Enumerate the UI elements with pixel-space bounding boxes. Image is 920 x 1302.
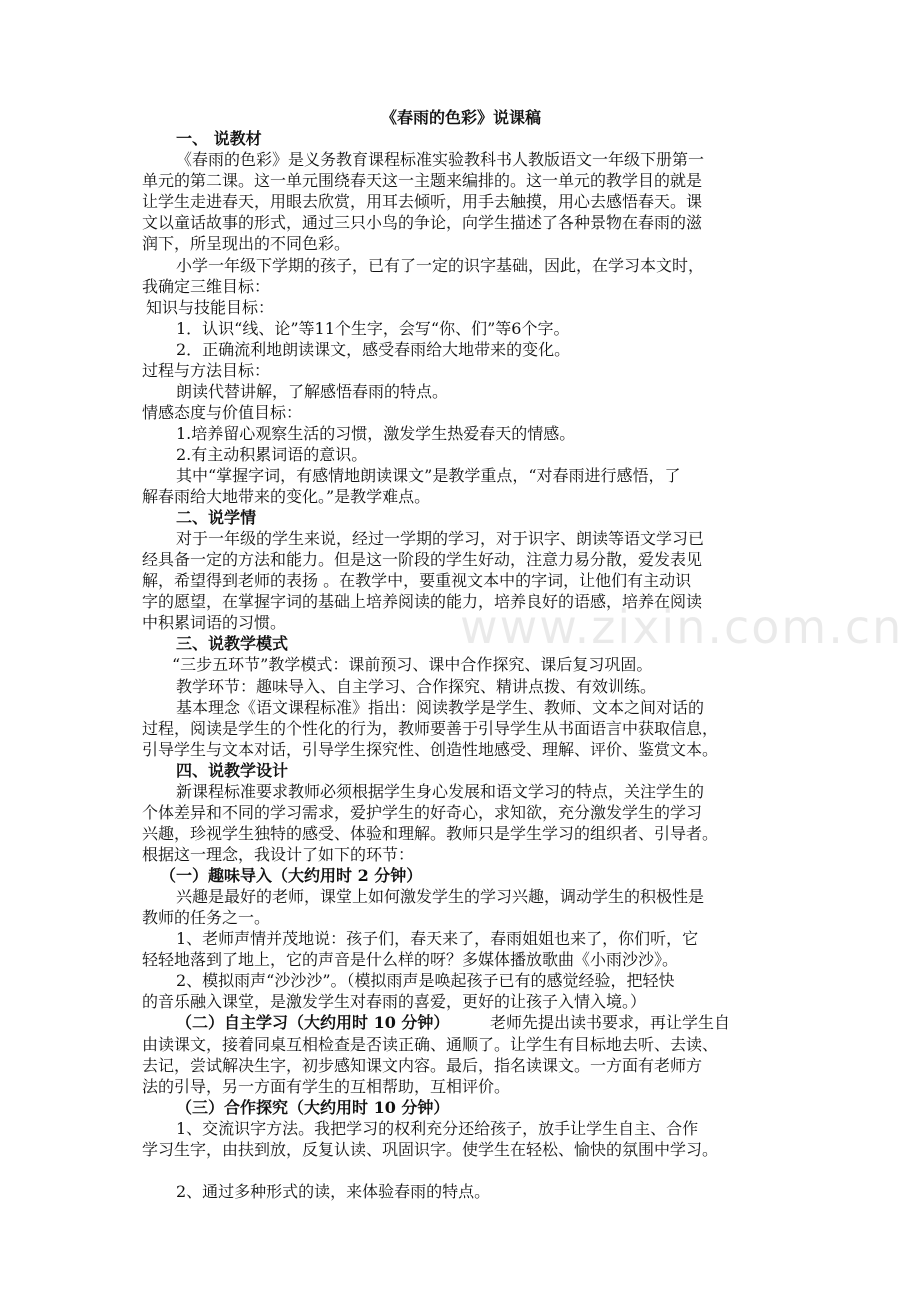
paragraph-line: 2、通过多种形式的读，来体验春雨的特点。 <box>176 1182 491 1201</box>
paragraph-line: 教师的任务之一。 <box>142 908 271 927</box>
paragraph-line: 轻轻地落到了地上，它的声音是什么样的呀？多媒体播放歌曲《小雨沙沙》。 <box>142 950 679 969</box>
section-heading-1: 一、 说教材 <box>176 129 262 148</box>
paragraph-line: 情感态度与价值目标： <box>142 403 303 422</box>
paragraph-line: 解春雨给大地带来的变化。”是教学难点。 <box>142 487 431 506</box>
paragraph-line: 文以童话故事的形式，通过三只小鸟的争论，向学生描述了各种景物在春雨的滋 <box>142 213 703 232</box>
paragraph-line: 其中“掌握字词，有感情地朗读课文”是教学重点，“对春雨进行感悟，了 <box>176 466 681 485</box>
paragraph-line: 引导学生与文本对话，引导学生探究性、创造性地感受、理解、评价、鉴赏文本。 <box>142 740 719 759</box>
paragraph-line: 法的引导，另一方面有学生的互相帮助，互相评价。 <box>142 1077 511 1096</box>
paragraph-line: “三步五环节”教学模式：课前预习、课中合作探究、课后复习巩固。 <box>172 655 653 674</box>
paragraph-line: 字的愿望，在掌握字词的基础上培养阅读的能力，培养良好的语感，培养在阅读 <box>142 592 703 611</box>
paragraph-line: 学习生字，由扶到放，反复认读、巩固识字。使学生在轻松、愉快的氛围中学习。 <box>142 1140 719 1159</box>
paragraph-line: 2、模拟雨声“沙沙沙”。（模拟雨声是唤起孩子已有的感觉经验，把轻快 <box>176 971 675 990</box>
paragraph-line: 由读课文，接着同桌互相检查是否读正确、通顺了。让学生有目标地去听、去读、 <box>142 1035 719 1054</box>
subsection-heading-3: （三）合作探究（大约用时 10 分钟） <box>176 1098 450 1117</box>
paragraph-line: 过程与方法目标： <box>142 361 271 380</box>
paragraph-line: 润下，所呈现出的不同色彩。 <box>142 234 351 253</box>
paragraph-line: 朗读代替讲解，了解感悟春雨的特点。 <box>176 382 449 401</box>
paragraph-line: 我确定三维目标： <box>142 277 271 296</box>
subsection-heading-2: （二）自主学习（大约用时 10 分钟） <box>176 1013 450 1032</box>
section-heading-3: 三、说教学模式 <box>176 634 289 653</box>
section-heading-2: 二、说学情 <box>176 508 257 527</box>
paragraph-line: 1．认识“线、论”等11个生字，会写“你、们”等6个字。 <box>176 319 570 338</box>
paragraph-line: 经具备一定的方法和能力。但是这一阶段的学生好动，注意力易分散，爱发表见 <box>142 550 703 569</box>
paragraph-line: 基本理念《语文课程标准》指出：阅读教学是学生、教师、文本之间对话的 <box>176 698 705 717</box>
paragraph-line: 根据这一理念，我设计了如下的环节： <box>142 845 415 864</box>
paragraph-line: 过程，阅读是学生的个性化的行为，教师要善于引导学生从书面语言中获取信息， <box>142 719 719 738</box>
paragraph-line: 兴趣，珍视学生独特的感受、体验和理解。教师只是学生学习的组织者、引导者。 <box>142 824 719 843</box>
subsection-heading-1: （一）趣味导入（大约用时 2 分钟） <box>160 866 423 885</box>
paragraph-line: 小学一年级下学期的孩子，已有了一定的识字基础，因此，在学习本文时， <box>176 256 705 275</box>
paragraph-line: 知识与技能目标： <box>146 298 275 317</box>
paragraph-line: 让学生走进春天，用眼去欣赏，用耳去倾听，用手去触摸，用心去感悟春天。课 <box>142 192 703 211</box>
paragraph-line: 2.有主动积累词语的意识。 <box>176 445 368 464</box>
paragraph-line: 解，希望得到老师的表扬 。在教学中，要重视文本中的字词，让他们有主动识 <box>142 571 692 590</box>
paragraph-line: 1、交流识字方法。我把学习的权利充分还给孩子，放手让学生自主、合作 <box>176 1119 699 1138</box>
watermark: www.zixin.com.cn <box>460 600 904 654</box>
paragraph-line: 教学环节：趣味导入、自主学习、合作探究、精讲点拨、有效训练。 <box>176 677 657 696</box>
paragraph-line: 去记，尝试解决生字，初步感知课文内容。最后，指名读课文。一方面有老师方 <box>142 1056 703 1075</box>
paragraph-line: 对于一年级的学生来说，经过一学期的学习，对于识字、朗读等语文学习已 <box>176 529 705 548</box>
section-heading-4: 四、说教学设计 <box>176 761 289 780</box>
paragraph-line: 《春雨的色彩》是义务教育课程标准实验教科书人教版语文一年级下册第一 <box>176 150 705 169</box>
paragraph-line: 单元的第二课。这一单元围绕春天这一主题来编排的。这一单元的教学目的就是 <box>142 171 703 190</box>
paragraph-line: 兴趣是最好的老师，课堂上如何激发学生的学习兴趣，调动学生的积极性是 <box>176 887 705 906</box>
paragraph-line: 2．正确流利地朗读课文，感受春雨给大地带来的变化。 <box>176 340 571 359</box>
paragraph-line: 中积累词语的习惯。 <box>142 613 287 632</box>
paragraph-line: 老师先提出读书要求，再让学生自 <box>490 1013 731 1032</box>
paragraph-line: 1、老师声情并茂地说：孩子们，春天来了，春雨姐姐也来了，你们听，它 <box>176 929 699 948</box>
paragraph-line: 的音乐融入课堂，是激发学生对春雨的喜爱，更好的让孩子入情入境。） <box>142 992 647 1011</box>
paragraph-line: 1.培养留心观察生活的习惯，激发学生热爱春天的情感。 <box>176 424 576 443</box>
paragraph-line: 个体差异和不同的学习需求，爱护学生的好奇心，求知欲，充分激发学生的学习 <box>142 803 703 822</box>
document-title: 《春雨的色彩》说课稿 <box>381 108 542 127</box>
paragraph-line: 新课程标准要求教师必须根据学生身心发展和语文学习的特点，关注学生的 <box>176 782 705 801</box>
